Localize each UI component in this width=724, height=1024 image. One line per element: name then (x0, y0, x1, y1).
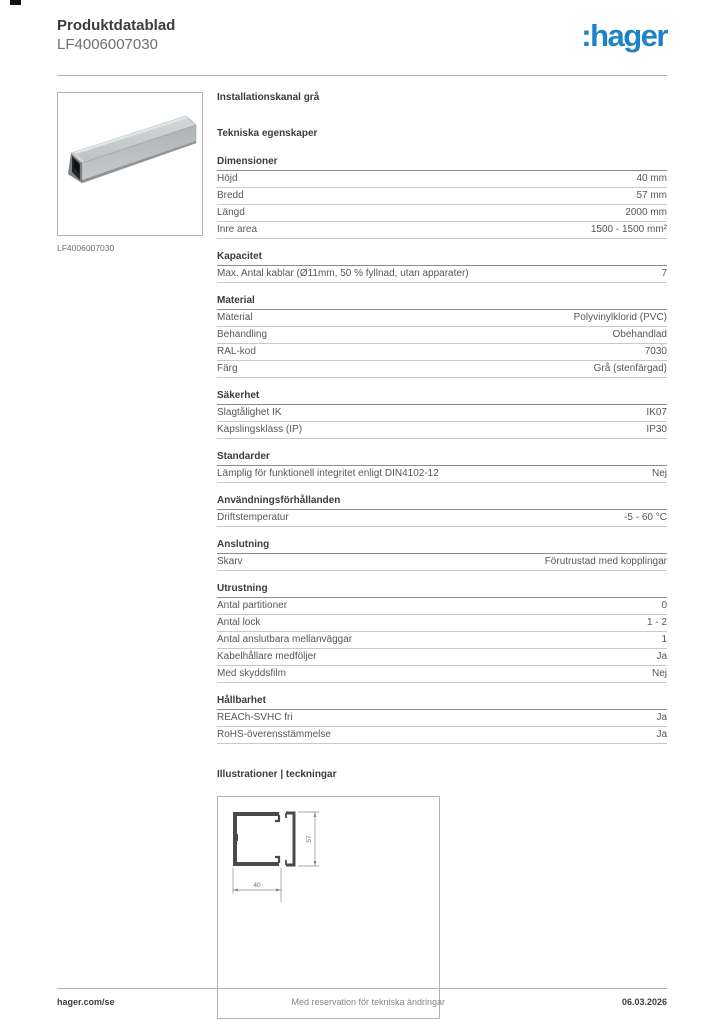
spec-value: Ja (656, 729, 667, 740)
spec-section (217, 495, 667, 527)
spec-label: Bredd (217, 190, 244, 201)
spec-value: Obehandlad (612, 329, 667, 340)
hager-logo: :hager (581, 18, 667, 53)
footer-date: 06.03.2026 (621, 997, 667, 1007)
spec-label: Driftstemperatur (217, 512, 289, 523)
spec-label: Kabelhållare medföljer (217, 651, 317, 662)
main-content (57, 92, 667, 1019)
spec-row (217, 171, 667, 188)
spec-section (217, 695, 667, 744)
product-photo (57, 92, 203, 236)
spec-section (217, 451, 667, 483)
spec-value: Grå (stenfärgad) (593, 363, 667, 374)
spec-column (217, 92, 667, 1019)
spec-row (217, 222, 667, 239)
spec-row (217, 666, 667, 683)
spec-label: Antal lock (217, 617, 261, 628)
spec-label: Antal anslutbara mellanväggar (217, 634, 353, 645)
spec-sections (217, 156, 667, 744)
spec-value: Ja (656, 651, 667, 662)
spec-value: 0 (661, 600, 667, 611)
spec-row (217, 510, 667, 527)
spec-label: RoHS-överensstämmelse (217, 729, 331, 740)
spec-label: Material (217, 312, 253, 323)
spec-row (217, 554, 667, 571)
section-title: Dimensioner (217, 156, 667, 171)
spec-value: 57 mm (636, 190, 667, 201)
spec-label: Färg (217, 363, 238, 374)
spec-section (217, 156, 667, 239)
section-title: Standarder (217, 451, 667, 466)
spec-value: Polyvinylklorid (PVC) (573, 312, 667, 323)
spec-value: Ja (656, 712, 667, 723)
spec-row (217, 649, 667, 666)
spec-value: 7 (661, 268, 667, 279)
print-registration-mark (10, 0, 21, 5)
spec-label: Max. Antal kablar (Ø11mm, 50 % fyllnad, utan apparater) (217, 268, 469, 279)
section-title: Hållbarhet (217, 695, 667, 710)
spec-row (217, 344, 667, 361)
spec-row (217, 205, 667, 222)
spec-row (217, 615, 667, 632)
illustrations-heading: Illustrationer | teckningar (217, 769, 337, 780)
spec-row (217, 710, 667, 727)
product-trunking-image (58, 93, 202, 235)
header-divider (57, 75, 667, 76)
dim-height-label: 57 (306, 835, 313, 843)
spec-value: 7030 (644, 346, 667, 357)
product-name: Installationskanal grå (217, 92, 320, 103)
spec-label: Kapslingsklass (IP) (217, 424, 303, 435)
spec-label: Antal partitioner (217, 600, 288, 611)
spec-row (217, 361, 667, 378)
spec-label: Lämplig för funktionell integritet enligt DIN4102-12 (217, 468, 439, 479)
spec-label: Höjd (217, 173, 238, 184)
spec-label: REACh-SVHC fri (217, 712, 293, 723)
document-title: Produktdatablad (57, 17, 176, 34)
spec-value: 1 - 2 (646, 617, 667, 628)
spec-section (217, 390, 667, 439)
footer-disclaimer: Med reservation för tekniska ändringar (291, 997, 446, 1007)
section-title: Kapacitet (217, 251, 667, 266)
spec-label: Med skyddsfilm (217, 668, 286, 679)
spec-label: Slagtålighet IK (217, 407, 282, 418)
spec-row (217, 422, 667, 439)
cross-section-drawing (222, 802, 362, 917)
spec-section (217, 295, 667, 378)
spec-value: 2000 mm (625, 207, 667, 218)
section-title: Anslutning (217, 539, 667, 554)
spec-row (217, 598, 667, 615)
spec-section (217, 539, 667, 571)
spec-row (217, 327, 667, 344)
section-title: Material (217, 295, 667, 310)
section-title: Användningsförhållanden (217, 495, 667, 510)
page-header (57, 16, 667, 74)
spec-value: Nej (651, 468, 667, 479)
spec-value: 40 mm (636, 173, 667, 184)
spec-label: RAL-kod (217, 346, 256, 357)
spec-row (217, 632, 667, 649)
spec-value: IP30 (646, 424, 667, 435)
document-reference: LF4006007030 (57, 36, 158, 53)
spec-row (217, 266, 667, 283)
spec-label: Behandling (217, 329, 268, 340)
dim-width-label: 40 (253, 882, 261, 889)
spec-label: Inre area (217, 224, 258, 235)
section-title: Säkerhet (217, 390, 667, 405)
spec-value: 1 (661, 634, 667, 645)
spec-row (217, 727, 667, 744)
spec-value: Nej (651, 668, 667, 679)
spec-label: Skarv (217, 556, 243, 567)
page-footer (57, 988, 667, 1007)
spec-value: -5 - 60 °C (624, 512, 667, 523)
spec-section (217, 583, 667, 683)
spec-row (217, 466, 667, 483)
spec-row (217, 188, 667, 205)
spec-row (217, 310, 667, 327)
illustration-box (217, 796, 440, 1019)
spec-value: IK07 (646, 407, 667, 418)
product-photo-caption: LF4006007030 (57, 243, 115, 253)
product-photo-column (57, 92, 207, 253)
spec-section (217, 251, 667, 283)
spec-label: Längd (217, 207, 245, 218)
footer-website: hager.com/se (57, 997, 115, 1007)
section-title: Utrustning (217, 583, 667, 598)
tech-properties-heading: Tekniska egenskaper (217, 128, 318, 139)
spec-value: Förutrustad med kopplingar (544, 556, 667, 567)
spec-value: 1500 - 1500 mm² (590, 224, 667, 235)
spec-row (217, 405, 667, 422)
